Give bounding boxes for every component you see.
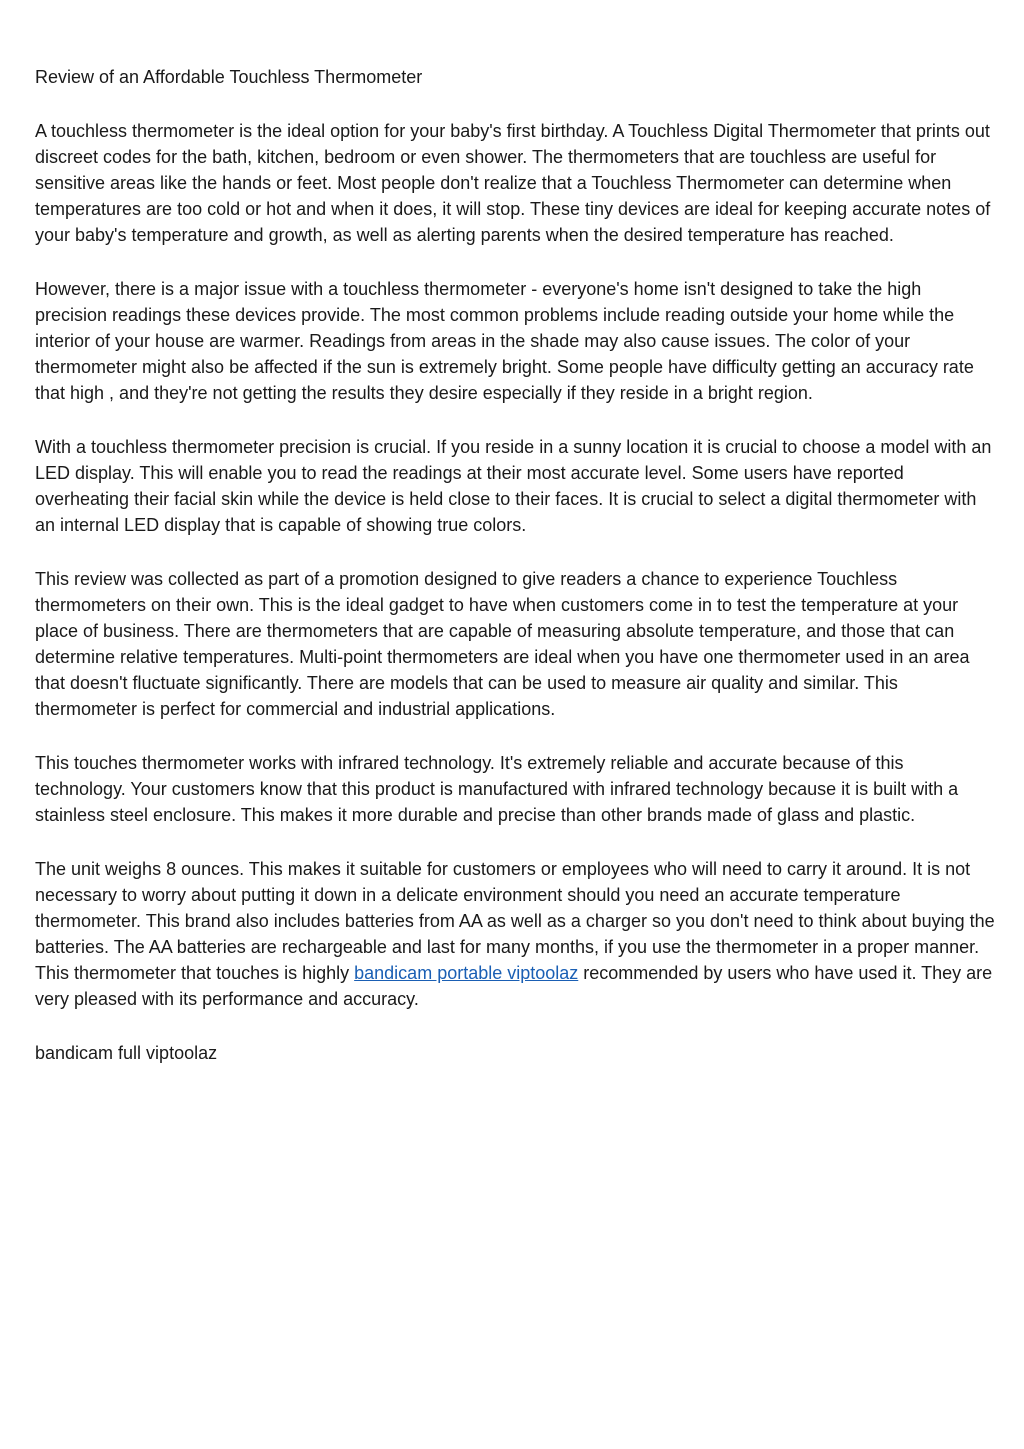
paragraph-infrared: This touches thermometer works with infrared technology. It's extremely reliable and accurate because of this technology. Your customers know that this product is manufactured with infrared technology because it is built with a stainless steel enclosure. This makes it more durable and precise than other brands made of glass and plastic. <box>35 753 959 825</box>
document-title: Review of an Affordable Touchless Thermometer <box>35 67 423 87</box>
paragraph-promotion: This review was collected as part of a promotion designed to give readers a chance to experience Touchless thermometers on their own. This is the ideal gadget to have when customers come in to test the temperature at your place of business. There are thermometers that are capable of measuring absolute temperature, and those that can determine relative temperatures. Multi-point thermometers are ideal when you have one thermometer used in an area that doesn't fluctuate significantly. There are models that can be used to measure air quality and similar. This thermometer is perfect for commercial and industrial applications. <box>35 569 970 719</box>
paragraph-precision: With a touchless thermometer precision is crucial. If you reside in a sunny location it is crucial to choose a model with an LED display. This will enable you to read the readings at their most accurate level. Some users have reported overheating their facial skin while the device is held close to their faces. It is crucial to select a digital thermometer with an internal LED display that is capable of showing true colors. <box>35 437 992 535</box>
paragraph-weight-text-before: The unit weighs 8 ounces. This makes it suitable for customers or employees who will need to carry it around. It is not necessary to worry about putting it down in a delicate environment should you need an accurate temperature thermometer. This brand also includes batteries from AA as well as a charger so you don't need to think about buying the batteries. The AA batteries are rechargeable and last for many months, if you use the thermometer in a proper manner. This thermometer that touches is highly <box>35 859 995 983</box>
document-page <box>35 64 995 1094</box>
paragraph-weight-text-after: recommended by users who have used it. They are very pleased with its performance and accuracy. <box>35 963 993 1009</box>
paragraph-weight <box>35 856 995 1012</box>
bandicam-portable-link[interactable]: bandicam portable viptoolaz <box>354 963 579 983</box>
paragraph-intro: A touchless thermometer is the ideal option for your baby's first birthday. A Touchless Digital Thermometer that prints out discreet codes for the bath, kitchen, bedroom or even shower. The thermometers that are touchless are useful for sensitive areas like the hands or feet. Most people don't realize that a Touchless Thermometer can determine when temperatures are too cold or hot and when it does, it will stop. These tiny devices are ideal for keeping accurate notes of your baby's temperature and growth, as well as alerting parents when the desired temperature has reached. <box>35 121 991 245</box>
paragraph-issues: However, there is a major issue with a touchless thermometer - everyone's home isn't designed to take the high precision readings these devices provide. The most common problems include reading outside your home while the interior of your house are warmer. Readings from areas in the shade may also cause issues. The color of your thermometer might also be affected if the sun is extremely bright. Some people have difficulty getting an accuracy rate that high , and they're not getting the results they desire especially if they reside in a bright region. <box>35 279 974 403</box>
footer-text: bandicam full viptoolaz <box>35 1043 218 1063</box>
